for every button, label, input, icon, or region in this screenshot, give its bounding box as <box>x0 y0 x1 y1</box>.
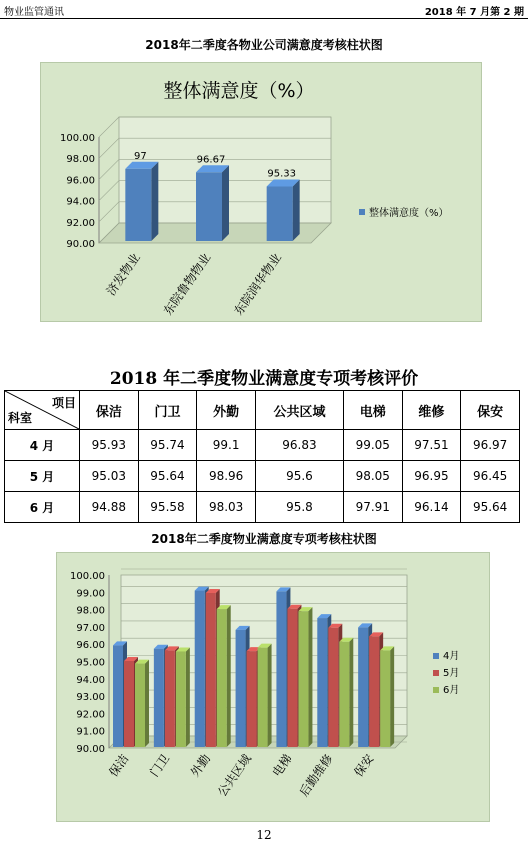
bar <box>217 605 231 747</box>
chart1-gridline <box>99 181 119 201</box>
table-cell: 95.74 <box>138 430 197 461</box>
corner-top-label: 项目 <box>51 396 76 410</box>
bar <box>196 165 229 241</box>
chart2-category-label: 保洁 <box>106 751 132 780</box>
chart1-data-label: 95.33 <box>267 168 296 180</box>
col-header: 公共区域 <box>255 391 343 430</box>
col-header: 保安 <box>461 391 520 430</box>
col-header: 维修 <box>402 391 461 430</box>
table-cell: 98.05 <box>343 461 402 492</box>
chart1-category-label: 东院鲁物物业 <box>160 250 214 318</box>
table-corner-cell <box>5 391 80 430</box>
table-cell: 95.6 <box>255 461 343 492</box>
chart2-y-tick: 100.00 <box>70 571 105 582</box>
bar <box>267 180 300 241</box>
table-cell: 97.51 <box>402 430 461 461</box>
table-title: 2018 年二季度物业满意度专项考核评价 <box>109 369 419 389</box>
chart2-legend-label: 5月 <box>443 668 460 679</box>
chart2-y-tick: 91.00 <box>76 726 105 738</box>
table-cell: 94.88 <box>80 492 139 523</box>
bar <box>380 646 394 747</box>
table-cell: 95.03 <box>80 461 139 492</box>
table-cell: 96.14 <box>402 492 461 523</box>
chart1-legend-swatch <box>359 209 365 215</box>
table-header-row <box>5 391 520 430</box>
bar <box>339 638 353 747</box>
chart2-y-tick: 95.00 <box>76 657 105 669</box>
chart1-category-label: 济发物业 <box>103 250 143 299</box>
chart2-caption: 2018年二季度物业满意度专项考核柱状图 <box>151 532 377 546</box>
table-cell: 98.03 <box>197 492 256 523</box>
chart1-data-label: 97 <box>133 150 147 162</box>
chart1-frame <box>40 62 482 322</box>
chart2-category-label: 外勤 <box>187 751 214 780</box>
page-number: 12 <box>256 828 272 842</box>
chart1-caption: 2018年二季度各物业公司满意度考核柱状图 <box>145 38 383 52</box>
chart1-gridline <box>99 117 119 137</box>
row-label: 4 月 <box>5 430 80 461</box>
chart2-y-tick: 99.00 <box>76 588 105 600</box>
chart2-y-tick: 98.00 <box>76 605 105 617</box>
chart2-y-tick: 96.00 <box>76 640 105 652</box>
table-cell: 95.64 <box>138 461 197 492</box>
col-header: 电梯 <box>343 391 402 430</box>
chart2-category-label: 保安 <box>351 751 377 780</box>
chart2-y-tick: 93.00 <box>76 692 105 704</box>
chart2-category-label: 门卫 <box>147 751 173 780</box>
col-header: 保洁 <box>80 391 139 430</box>
row-label: 5 月 <box>5 461 80 492</box>
table-cell: 96.83 <box>255 430 343 461</box>
chart2-legend-swatch <box>433 670 439 676</box>
chart2-category-label: 公共区域 <box>215 751 255 800</box>
bar <box>176 647 190 747</box>
header-issue: 2018 年 7 月第 2 期 <box>424 7 524 18</box>
table-row <box>5 492 520 523</box>
page-header <box>0 0 528 19</box>
row-label: 6 月 <box>5 492 80 523</box>
chart1-gridline <box>99 159 119 179</box>
table-cell: 99.1 <box>197 430 256 461</box>
table-cell: 96.45 <box>461 461 520 492</box>
chart1-y-tick: 100.00 <box>60 133 95 144</box>
chart1-y-tick: 94.00 <box>66 196 95 208</box>
bar <box>258 644 272 747</box>
chart2-y-tick: 90.00 <box>76 744 105 755</box>
table-row <box>5 430 520 461</box>
chart2-legend-label: 4月 <box>443 651 460 662</box>
evaluation-table <box>4 390 520 523</box>
chart2-legend-swatch <box>433 687 439 693</box>
table-cell: 98.96 <box>197 461 256 492</box>
chart2-category-label: 电梯 <box>269 751 295 780</box>
chart1-y-tick: 98.00 <box>66 154 95 166</box>
table-cell: 95.58 <box>138 492 197 523</box>
chart1-gridline <box>99 138 119 158</box>
table-cell: 95.8 <box>255 492 343 523</box>
chart1-data-label: 96.67 <box>196 154 226 166</box>
table-cell: 99.05 <box>343 430 402 461</box>
chart2-y-tick: 92.00 <box>76 709 105 721</box>
bar <box>125 162 158 241</box>
chart1-category-label: 东院润华物业 <box>231 250 285 318</box>
chart2-legend-swatch <box>433 653 439 659</box>
corner-bottom-label: 科室 <box>8 411 33 425</box>
chart2-y-tick: 94.00 <box>76 674 105 686</box>
chart1-title: 整体满意度（%） <box>163 80 315 102</box>
header-publication: 物业监管通讯 <box>4 7 64 18</box>
table-cell: 96.95 <box>402 461 461 492</box>
col-header: 门卫 <box>138 391 197 430</box>
table-cell: 96.97 <box>461 430 520 461</box>
chart2-y-tick: 97.00 <box>76 622 105 634</box>
chart2-legend-label: 6月 <box>443 685 460 696</box>
chart2-frame <box>56 552 490 822</box>
chart1 <box>41 63 481 321</box>
bar <box>135 660 149 747</box>
col-header: 外勤 <box>197 391 256 430</box>
chart2-category-label: 后勤维修 <box>296 751 336 800</box>
table-cell: 97.91 <box>343 492 402 523</box>
chart1-y-tick: 96.00 <box>66 175 95 187</box>
chart1-legend-label: 整体满意度（%） <box>369 208 449 219</box>
chart2 <box>57 553 489 821</box>
chart1-y-tick: 90.00 <box>66 239 95 250</box>
bar <box>298 607 312 747</box>
table-cell: 95.64 <box>461 492 520 523</box>
chart1-y-tick: 92.00 <box>66 217 95 229</box>
table-cell: 95.93 <box>80 430 139 461</box>
chart1-gridline <box>99 202 119 222</box>
table-row <box>5 461 520 492</box>
